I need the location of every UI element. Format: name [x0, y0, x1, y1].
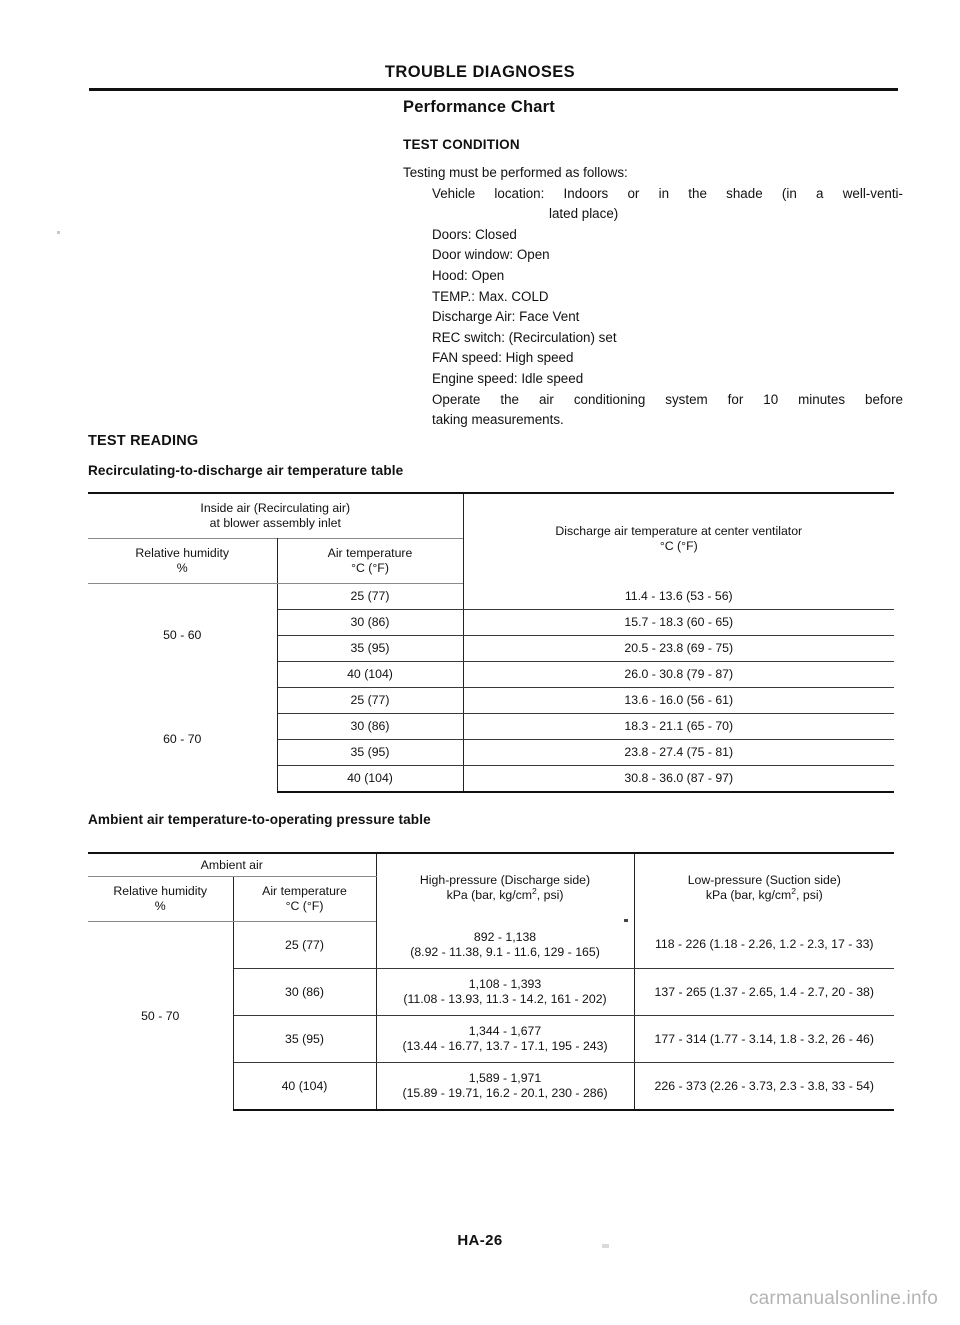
cell-discharge: 20.5 - 23.8 (69 - 75) [463, 636, 894, 662]
table-2-caption: Ambient air temperature-to-operating pressure table [88, 812, 431, 827]
header-low-pressure [634, 853, 894, 922]
header-humidity-line1: Relative humidity [113, 884, 208, 898]
cell-discharge: 30.8 - 36.0 (87 - 97) [463, 766, 894, 793]
cell-discharge: 18.3 - 21.1 (65 - 70) [463, 714, 894, 740]
table-row [88, 922, 894, 969]
cell-air-temperature: 35 (95) [233, 1016, 376, 1063]
page-header [0, 62, 960, 82]
cell-discharge: 13.6 - 16.0 (56 - 61) [463, 688, 894, 714]
cell-high-line1: 1,589 - 1,971 [468, 1071, 542, 1085]
condition-discharge-air: Discharge Air: Face Vent [432, 309, 580, 325]
condition-door-window: Door window: Open [432, 247, 550, 263]
header-airtemp-line2: °C (°F) [351, 561, 389, 575]
condition-hood: Hood: Open [432, 267, 505, 283]
condition-vehicle-location-line2: lated place) [549, 206, 619, 222]
watermark: carmanualsonline.info [748, 1288, 938, 1309]
header-ambient-air: Ambient air [88, 853, 376, 877]
header-discharge-air [463, 493, 894, 584]
condition-doors: Doors: Closed [432, 226, 517, 242]
cell-low-pressure: 226 - 373 (2.26 - 3.73, 2.3 - 3.8, 33 - 54) [634, 1063, 894, 1111]
cell-air-temperature: 30 (86) [277, 714, 463, 740]
header-air-temperature [233, 877, 376, 922]
header-inside-air [88, 493, 463, 539]
cell-discharge: 23.8 - 27.4 (75 - 81) [463, 740, 894, 766]
cell-humidity-group-2: 60 - 70 [88, 688, 277, 793]
cell-discharge: 15.7 - 18.3 (60 - 65) [463, 610, 894, 636]
header-humidity-line2: % [154, 899, 166, 913]
table-header-row [88, 493, 894, 539]
ambient-to-pressure-table [88, 852, 894, 1111]
superscript-two: 2 [532, 885, 537, 896]
cell-high-pressure [376, 969, 634, 1016]
cell-air-temperature: 35 (95) [277, 740, 463, 766]
cell-high-line2: (15.89 - 19.71, 16.2 - 20.1, 230 - 286) [402, 1086, 608, 1100]
closing-line-2: taking measurements. [432, 412, 564, 428]
test-reading-heading: TEST READING [88, 433, 199, 449]
cell-high-line1: 1,108 - 1,393 [468, 977, 542, 991]
header-air-temperature [277, 539, 463, 584]
recirculating-to-discharge-table [88, 492, 894, 793]
lead-text: Testing must be performed as follows: [403, 165, 628, 180]
subsection-title: TEST CONDITION [403, 137, 520, 152]
header-inside-air-line1: Inside air (Recirculating air) [200, 501, 351, 515]
condition-engine-speed: Engine speed: Idle speed [432, 370, 584, 386]
cell-humidity-group-1: 50 - 60 [88, 584, 277, 688]
page-title: TROUBLE DIAGNOSES [384, 63, 576, 81]
cell-air-temperature: 40 (104) [277, 766, 463, 793]
table-header-row [88, 853, 894, 877]
header-relative-humidity [88, 539, 277, 584]
cell-air-temperature: 40 (104) [233, 1063, 376, 1111]
table-row [88, 688, 894, 714]
cell-high-line2: (13.44 - 16.77, 13.7 - 17.1, 195 - 243) [402, 1039, 608, 1053]
header-high-pressure [376, 853, 634, 922]
cell-air-temperature: 40 (104) [277, 662, 463, 688]
condition-rec-switch: REC switch: (Recirculation) set [432, 329, 617, 345]
test-condition-section [403, 98, 903, 431]
cell-humidity-group-1: 50 - 70 [88, 922, 233, 1111]
cell-high-pressure [376, 1016, 634, 1063]
header-inside-air-line2: at blower assembly inlet [209, 516, 341, 530]
header-high-line1: High-pressure (Discharge side) [419, 872, 591, 887]
header-discharge-line2: °C (°F) [659, 538, 698, 553]
header-humidity-line2: % [176, 561, 188, 575]
cell-high-line2: (11.08 - 13.93, 11.3 - 14.2, 161 - 202) [403, 992, 607, 1006]
section-title: Performance Chart [403, 98, 555, 116]
cell-low-pressure: 118 - 226 (1.18 - 2.26, 1.2 - 2.3, 17 - 33) [634, 922, 894, 969]
cell-low-pressure: 137 - 265 (1.37 - 2.65, 1.4 - 2.7, 20 - 38) [634, 969, 894, 1016]
cell-air-temperature: 35 (95) [277, 636, 463, 662]
cell-high-line1: 892 - 1,138 [473, 929, 537, 944]
cell-high-line2: (8.92 - 11.38, 9.1 - 11.6, 129 - 165) [410, 944, 600, 959]
header-airtemp-line1: Air temperature [262, 884, 347, 898]
cell-air-temperature: 25 (77) [277, 584, 463, 610]
scan-artifact [57, 231, 60, 234]
table-row [88, 584, 894, 610]
table-1-caption: Recirculating-to-discharge air temperature table [88, 463, 404, 478]
cell-low-pressure: 177 - 314 (1.77 - 3.14, 1.8 - 3.2, 26 - 46) [634, 1016, 894, 1063]
header-low-line2: kPa (bar, $kg/cm^2$, psi) [705, 885, 823, 902]
scan-artifact [624, 919, 628, 922]
page-number: HA-26 [457, 1232, 503, 1249]
cell-high-pressure [376, 1063, 634, 1111]
cell-high-line1: 1,344 - 1,677 [468, 1024, 542, 1038]
superscript-two: 2 [791, 885, 797, 896]
cell-air-temperature: 30 (86) [233, 969, 376, 1016]
scan-artifact [602, 1244, 609, 1248]
header-relative-humidity [88, 877, 233, 922]
header-low-line1: Low-pressure (Suction side) [687, 872, 841, 887]
cell-air-temperature: 25 (77) [277, 688, 463, 714]
header-discharge-line1: Discharge air temperature at center ventilator [555, 523, 803, 538]
cell-air-temperature: 25 (77) [233, 922, 376, 969]
cell-high-pressure [376, 922, 634, 969]
header-airtemp-line1: Air temperature [327, 546, 413, 560]
cell-air-temperature: 30 (86) [277, 610, 463, 636]
closing-line-1: Operate the air conditioning system for 10 minutes before [432, 391, 903, 407]
condition-fan-speed: FAN speed: High speed [432, 350, 574, 366]
cell-discharge: 11.4 - 13.6 (53 - 56) [463, 584, 894, 610]
header-airtemp-line2: °C (°F) [285, 899, 324, 913]
header-humidity-line1: Relative humidity [135, 546, 230, 560]
condition-temp: TEMP.: Max. COLD [432, 288, 549, 304]
cell-discharge: 26.0 - 30.8 (79 - 87) [463, 662, 894, 688]
header-rule [89, 88, 898, 91]
condition-vehicle-location-line1: Vehicle location: Indoors or in the shade (in a well-venti- [432, 185, 903, 201]
header-high-line2: kPa (bar, $kg/cm^2$, psi) [446, 885, 564, 902]
